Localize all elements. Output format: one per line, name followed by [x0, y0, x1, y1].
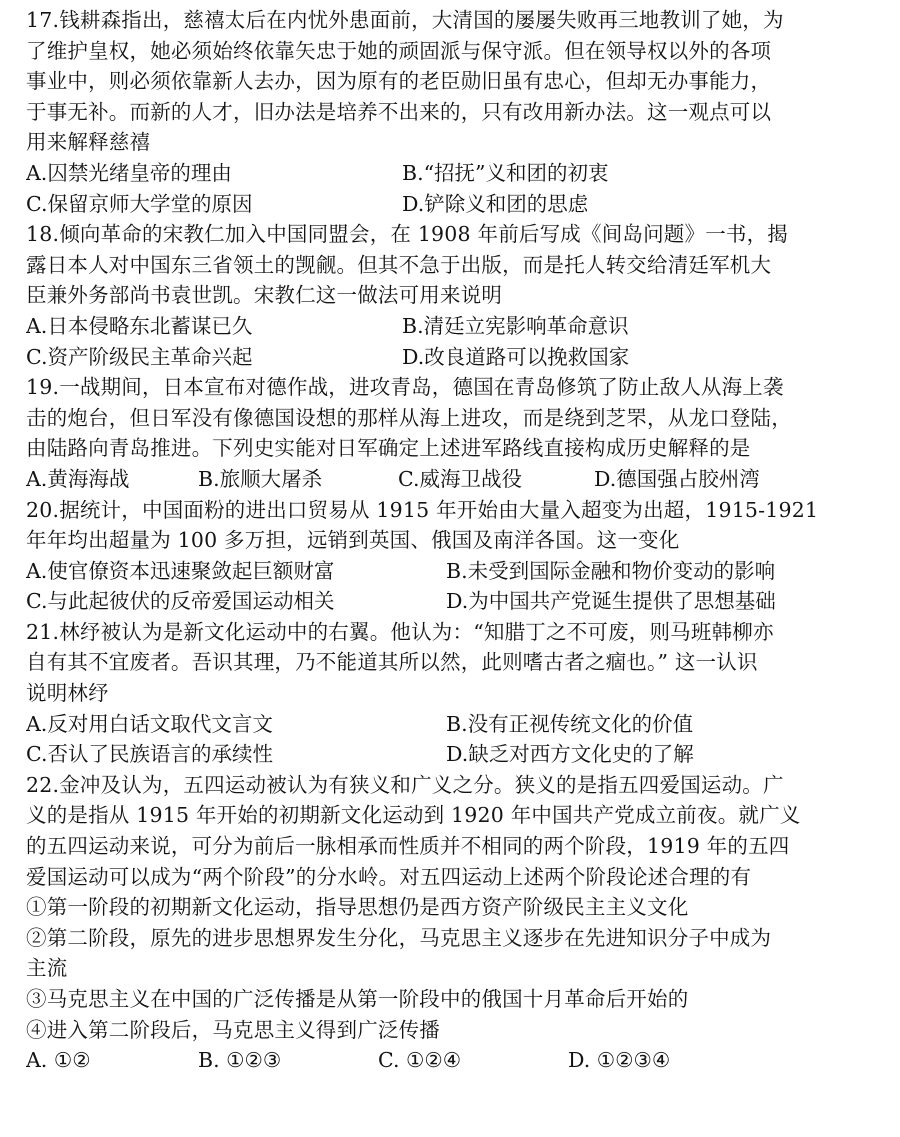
question-17	[26, 5, 876, 219]
options-row	[26, 464, 876, 495]
option-a: A. ①②	[26, 1048, 91, 1073]
option-c: C.保留京师大学堂的原因	[26, 191, 253, 216]
option-b: B. ①②③	[198, 1048, 282, 1073]
question-18	[26, 219, 876, 372]
question-20	[26, 495, 876, 617]
option-d: D.改良道路可以挽救国家	[402, 344, 630, 369]
option-b: B.旅顺大屠杀	[198, 466, 323, 491]
option-c: C.威海卫战役	[398, 466, 522, 491]
option-c: C.与此起彼伏的反帝爱国运动相关	[26, 589, 335, 614]
option-c: C.资产阶级民主革命兴起	[26, 344, 253, 369]
options-row	[26, 189, 876, 220]
option-d: D.铲除义和团的思虑	[402, 191, 589, 216]
statement-2: ②第二阶段，原先的进步思想界发生分化，马克思主义逐步在先进知识分子中成为	[26, 925, 772, 950]
question-text-line: 说明林纾	[26, 681, 109, 706]
question-text-line: 18.倾向革命的宋教仁加入中国同盟会，在 1908 年前后写成《间岛问题》一书，揭	[26, 222, 789, 247]
option-b: B.未受到国际金融和物价变动的影响	[446, 558, 776, 583]
options-row	[26, 342, 876, 373]
question-text-line: 22.金冲及认为，五四运动被认为有狭义和广义之分。狭义的是指五四爱国运动。广	[26, 772, 784, 797]
question-text-line: 于事无补。而新的人才，旧办法是培养不出来的，只有改用新办法。这一观点可以	[26, 99, 772, 124]
option-d: D.为中国共产党诞生提供了思想基础	[446, 589, 776, 614]
statement-1: ①第一阶段的初期新文化运动，指导思想仍是西方资产阶级民主主义文化	[26, 895, 689, 920]
option-b: B.“招抚”义和团的初衷	[402, 160, 609, 185]
option-a: A.反对用白话文取代文言文	[26, 711, 273, 736]
statement-2-continued: 主流	[26, 956, 68, 981]
question-text-line: 臣兼外务部尚书袁世凯。宋教仁这一做法可用来说明	[26, 283, 503, 308]
option-b: B.没有正视传统文化的价值	[446, 711, 694, 736]
statement-4: ④进入第二阶段后，马克思主义得到广泛传播	[26, 1017, 440, 1042]
option-d: D.缺乏对西方文化史的了解	[446, 742, 694, 767]
option-a: A.使官僚资本迅速聚敛起巨额财富	[26, 558, 335, 583]
option-c: C. ①②④	[378, 1048, 462, 1073]
option-d: D.德国强占胶州湾	[594, 466, 760, 491]
option-a: A.囚禁光绪皇帝的理由	[26, 160, 232, 185]
options-row	[26, 739, 876, 770]
question-text-line: 击的炮台，但日军没有像德国设想的那样从海上进攻，而是绕到芝罘，从龙口登陆，	[26, 405, 792, 430]
question-19	[26, 372, 876, 494]
question-text-line: 21.林纾被认为是新文化运动中的右翼。他认为：“知腊丁之不可废，则马班韩柳亦	[26, 619, 774, 644]
question-text-line: 20.据统计，中国面粉的进出口贸易从 1915 年开始由大量入超变为出超，1915-1921	[26, 497, 819, 522]
option-d: D. ①②③④	[568, 1048, 671, 1073]
options-row	[26, 158, 876, 189]
question-22	[26, 770, 876, 1076]
question-text-line: 露日本人对中国东三省领土的觊觎。但其不急于出版，而是托人转交给清廷军机大	[26, 252, 772, 277]
option-a: A.日本侵略东北蓄谋已久	[26, 313, 253, 338]
options-row	[26, 1045, 876, 1076]
option-a: A.黄海海战	[26, 466, 130, 491]
question-text-line: 的五四运动来说，可分为前后一脉相承而性质并不相同的两个阶段，1919 年的五四	[26, 834, 790, 859]
question-text-line: 爱国运动可以成为“两个阶段”的分水岭。对五四运动上述两个阶段论述合理的有	[26, 864, 752, 889]
question-text-line: 事业中，则必须依靠新人去办，因为原有的老臣勋旧虽有忠心，但却无办事能力，	[26, 69, 772, 94]
question-text-line: 17.钱耕森指出，慈禧太后在内忧外患面前，大清国的屡屡失败再三地教训了她，为	[26, 8, 784, 32]
options-row	[26, 311, 876, 342]
question-text-line: 由陆路向青岛推进。下列史实能对日军确定上述进军路线直接构成历史解释的是	[26, 436, 751, 461]
question-text-line: 义的是指从 1915 年开始的初期新文化运动到 1920 年中国共产党成立前夜。就广义	[26, 803, 801, 828]
option-b: B.清廷立宪影响革命意识	[402, 313, 629, 338]
options-row	[26, 556, 876, 587]
question-text-line: 自有其不宜废者。吾识其理，乃不能道其所以然，此则嗜古者之痼也。” 这一认识	[26, 650, 758, 675]
options-row	[26, 709, 876, 740]
question-text-line: 年年均出超量为 100 多万担，远销到英国、俄国及南洋各国。这一变化	[26, 528, 680, 553]
question-text-line: 用来解释慈禧	[26, 130, 151, 155]
option-c: C.否认了民族语言的承续性	[26, 742, 273, 767]
statement-3: ③马克思主义在中国的广泛传播是从第一阶段中的俄国十月革命后开始的	[26, 987, 689, 1011]
question-21	[26, 617, 876, 770]
options-row	[26, 586, 876, 617]
question-text-line: 了维护皇权，她必须始终依靠矢忠于她的顽固派与保守派。但在领导权以外的各项	[26, 38, 772, 63]
question-text-line: 19.一战期间，日本宣布对德作战，进攻青岛，德国在青岛修筑了防止敌人从海上袭	[26, 375, 784, 400]
